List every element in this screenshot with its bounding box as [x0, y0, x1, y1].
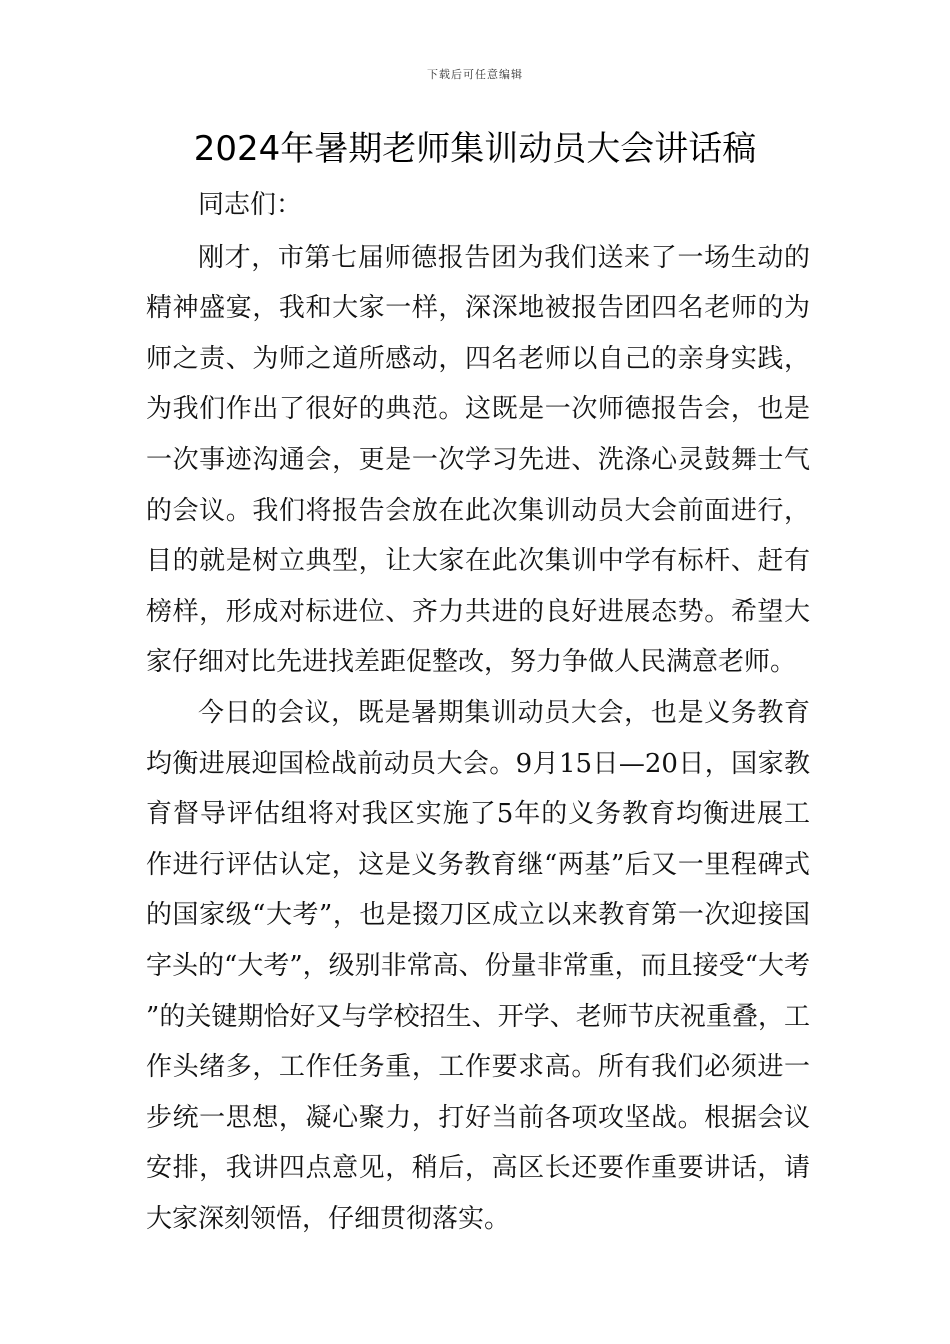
salutation: 同志们：: [198, 190, 303, 220]
document-body: [146, 150, 810, 1244]
document-title: 2024年暑期老师集训动员大会讲话稿: [193, 129, 757, 169]
header-note: 下载后可任意编辑: [427, 68, 523, 81]
paragraph-2: 今日的会议，既是暑期集训动员大会，也是义务教育均衡进展迎国检战前动员大会。9月15日—20日，国家教育督导评估组将对我区实施了5年的义务教育均衡进展工作进行评估认定，这是义务教育继“两基”后又一里程碑式的国家级“大考”，也是掇刀区成立以来教育第一次迎接国字头的“大考”，级别非常高、份量非常重，而且接受“大考”的关键期恰好又与学校招生、开学、老师节庆祝重叠，工作头绪多，工作任务重，工作要求高。所有我们必须进一步统一思想，凝心聚力，打好当前各项攻坚战。根据会议安排，我讲四点意见，稍后，高区长还要作重要讲话，请大家深刻领悟，仔细贯彻落实。: [146, 697, 810, 1234]
paragraph-1: 刚才，市第七届师德报告团为我们送来了一场生动的精神盛宴，我和大家一样，深深地被报告团四名老师的为师之责、为师之道所感动，四名老师以自己的亲身实践，为我们作出了很好的典范。这既是一次师德报告会，也是一次事迹沟通会，更是一次学习先进、洗涤心灵鼓舞士气的会议。我们将报告会放在此次集训动员大会前面进行，目的就是树立典型，让大家在此次集训中学有标杆、赶有榜样，形成对标进位、齐力共进的良好进展态势。希望大家仔细对比先进找差距促整改，努力争做人民满意老师。: [146, 242, 810, 678]
